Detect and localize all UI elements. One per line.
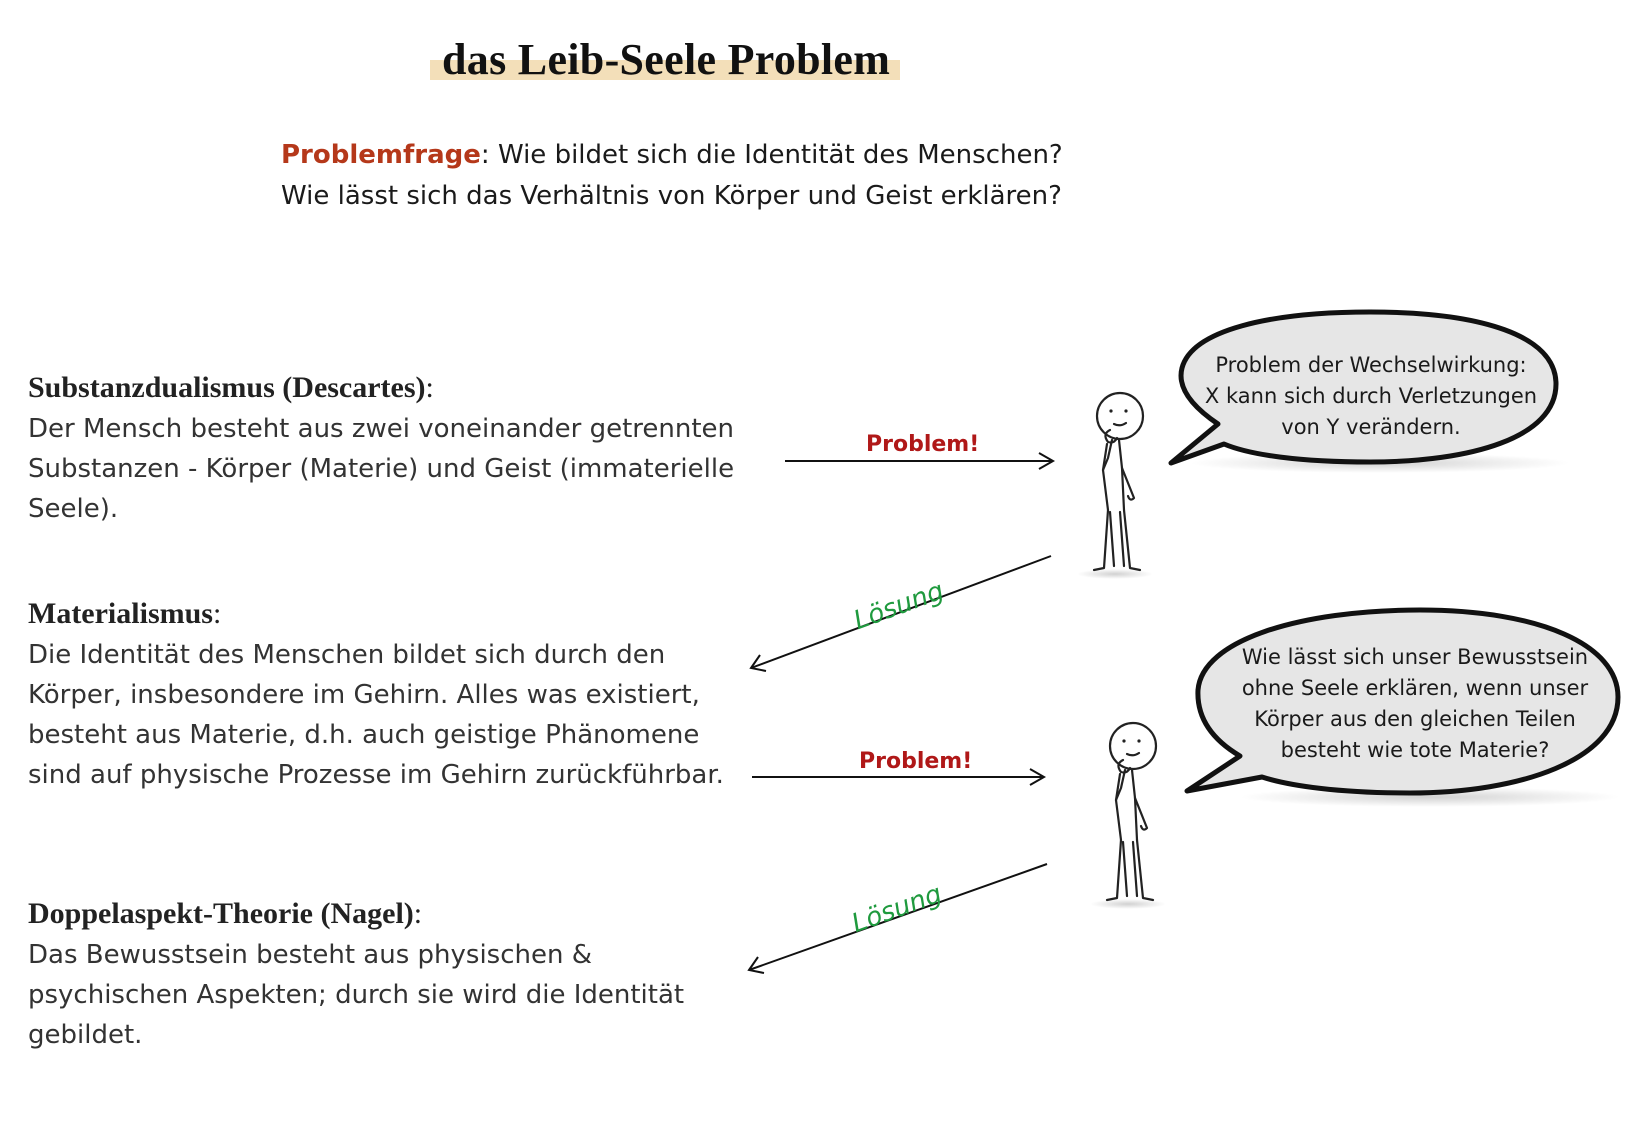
speech-bubble-text: [1195, 350, 1547, 443]
problem-label: Problem!: [866, 432, 980, 457]
theory-line: Seele).: [28, 494, 119, 524]
theory-line: Die Identität des Menschen bildet sich durch den: [28, 640, 666, 670]
bubble-line: ohne Seele erklären, wenn unser: [1241, 676, 1589, 700]
theory-heading: Materialismus: [28, 597, 213, 630]
thinking-figure-icon: [1077, 393, 1153, 579]
bubble-line: besteht wie tote Materie?: [1280, 738, 1550, 762]
problem-question-line2: Wie lässt sich das Verhältnis von Körper und Geist erklären?: [281, 181, 1062, 211]
theory-heading: Doppelaspekt-Theorie (Nagel): [28, 897, 414, 930]
theory-line: psychischen Aspekten; durch sie wird die Identität: [28, 980, 685, 1010]
page-title: das Leib-Seele Problem: [442, 35, 891, 84]
loesung-label: Lösung: [847, 878, 946, 940]
theory-line: besteht aus Materie, d.h. auch geistige Phänomene: [28, 720, 700, 750]
theory-materialismus: Materialismus: Die Identität des Menschen bildet sich durch den Körper, insbesondere im Gehirn. Alles was existiert, besteht aus Materie, d.h. auch geistige Phänomene sind auf physische Prozesse im Gehirn zurückführbar.: [28, 594, 724, 795]
theory-line: Das Bewusstsein besteht aus physischen &: [28, 940, 593, 970]
problem-question-line1: : Wie bildet sich die Identität des Menschen?: [480, 140, 1063, 170]
problem-question-label: Problemfrage: [281, 140, 481, 170]
bubble-line: Wie lässt sich unser Bewusstsein: [1241, 645, 1589, 669]
theory-line: Substanzen - Körper (Materie) und Geist (immaterielle: [28, 454, 735, 484]
bubble-line: Körper aus den gleichen Teilen: [1254, 707, 1576, 731]
theory-doppelaspekt: Doppelaspekt-Theorie (Nagel): Das Bewusstsein besteht aus physischen & psychischen Aspekten; durch sie wird die Identität gebildet.: [28, 894, 684, 1055]
theory-line: Körper, insbesondere im Gehirn. Alles was existiert,: [28, 680, 700, 710]
speech-bubble-text: [1230, 642, 1600, 766]
theory-heading: Substanzdualismus (Descartes): [28, 371, 426, 404]
bubble-line: von Y verändern.: [1281, 415, 1461, 439]
theory-line: Der Mensch besteht aus zwei voneinander getrennten: [28, 414, 735, 444]
thinking-figure-icon: [1090, 723, 1166, 909]
theory-line: gebildet.: [28, 1020, 143, 1050]
bubble-line: Problem der Wechselwirkung:: [1215, 353, 1527, 377]
bubble-line: X kann sich durch Verletzungen: [1204, 384, 1538, 408]
problem-label: Problem!: [859, 749, 973, 774]
loesung-label: Lösung: [849, 575, 948, 637]
theory-line: sind auf physische Prozesse im Gehirn zurückführbar.: [28, 760, 724, 790]
theory-substanzdualismus: Substanzdualismus (Descartes): Der Mensch besteht aus zwei voneinander getrennten Substanzen - Körper (Materie) und Geist (immaterielle Seele).: [28, 368, 734, 529]
